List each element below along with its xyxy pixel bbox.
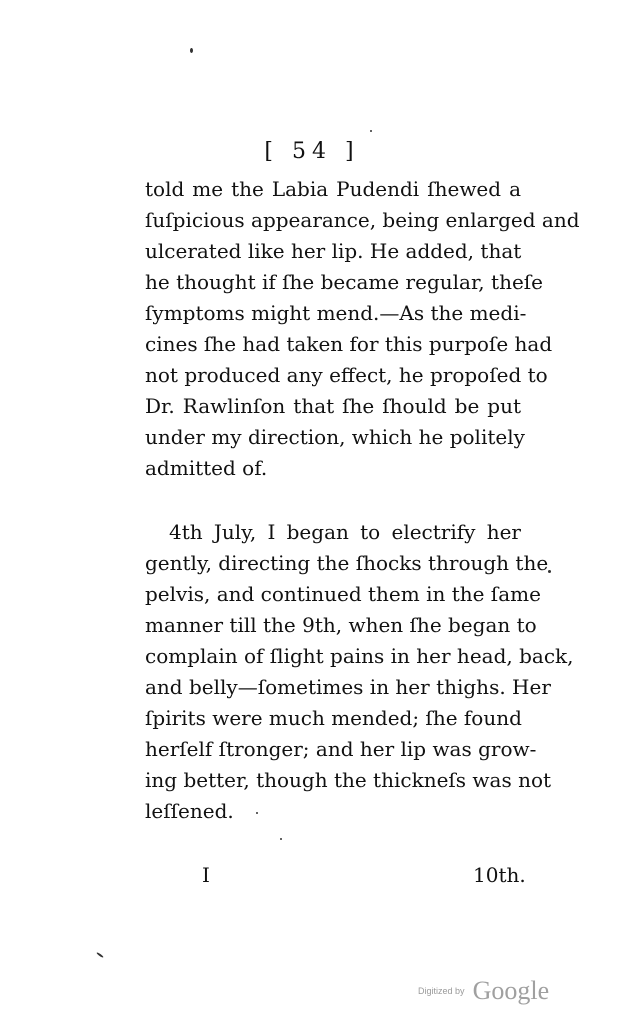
page-number: [ 54 ]	[264, 139, 360, 164]
text-line: ing better, though the thickneſs was not	[145, 768, 552, 792]
text-line: told me the Labia Pudendi ſhewed a	[145, 177, 521, 201]
text-line: gently, directing the ſhocks through the	[145, 551, 549, 575]
text-line: not produced any effect, he propoſed to	[145, 363, 548, 387]
signature-mark: I	[202, 863, 210, 887]
text-line: complain of ſlight pains in her head, back,	[145, 644, 574, 668]
scan-speck	[190, 48, 193, 53]
paragraph-2	[145, 517, 574, 827]
watermark-prefix: Digitized by	[418, 986, 465, 996]
text-line: and belly—ſometimes in her thighs. Her	[145, 675, 551, 699]
text-line: cines ſhe had taken for this purpoſe had	[145, 332, 553, 356]
scan-speck	[280, 838, 282, 840]
text-line: ſpirits were much mended; ſhe found	[145, 706, 522, 730]
google-logo: Google	[472, 976, 550, 1005]
text-line: ulcerated like her lip. He added, that	[145, 239, 522, 263]
text-line: leſſened.	[145, 799, 234, 823]
text-line: pelvis, and continued them in the ſame	[145, 582, 541, 606]
scan-speck	[548, 570, 551, 573]
digitization-watermark	[418, 976, 549, 1006]
paragraph-1	[145, 174, 580, 484]
text-line: 4th July, I began to electrify her	[169, 520, 521, 544]
catchword: 10th.	[473, 863, 526, 887]
text-line: manner till the 9th, when ſhe began to	[145, 613, 537, 637]
text-line: under my direction, which he politely	[145, 425, 525, 449]
scan-speck	[96, 952, 104, 958]
text-line: herſelf ſtronger; and her lip was grow-	[145, 737, 537, 761]
text-line: Dr. Rawlinſon that ſhe ſhould be put	[145, 394, 521, 418]
text-line: he thought if ſhe became regular, theſe	[145, 270, 544, 294]
text-line: ſuſpicious appearance, being enlarged and	[145, 208, 580, 232]
scan-speck	[370, 130, 372, 132]
text-line: ſymptoms might mend.—As the medi-	[145, 301, 527, 325]
scan-speck	[256, 812, 258, 814]
text-line: admitted of.	[145, 456, 268, 480]
